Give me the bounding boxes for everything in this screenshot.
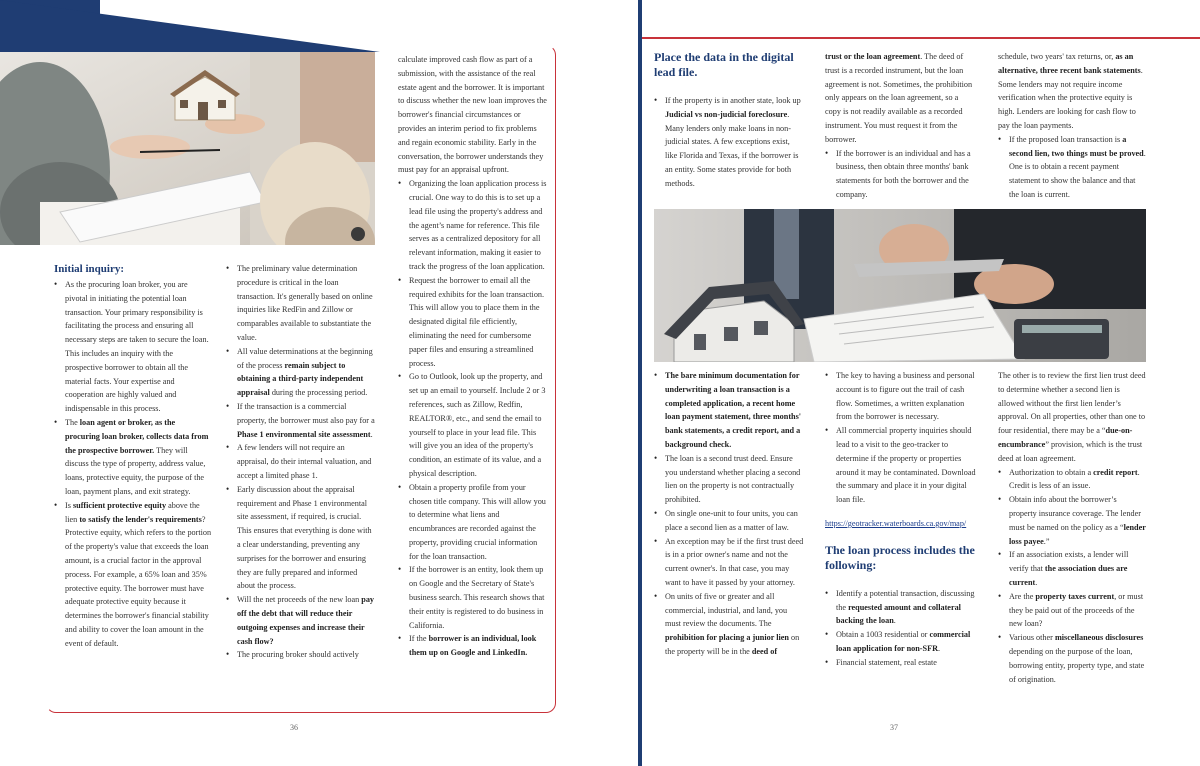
list-item <box>825 628 977 656</box>
bold-text: as an alternative, three recent bank statements <box>998 52 1141 75</box>
text: . <box>1035 577 1038 587</box>
text: Financial statement, real estate <box>836 657 937 667</box>
intro-paragraph <box>825 50 975 147</box>
bold-text: lender loss payee <box>1009 522 1146 546</box>
heading-loan-process: The loan process includes the following: <box>825 542 975 572</box>
list-item <box>654 590 804 659</box>
bold-text: sufficient protective equity <box>72 500 167 510</box>
list-item <box>654 369 804 452</box>
list-item <box>226 593 376 648</box>
list-item <box>226 400 376 441</box>
heading-digital-lead-file: Place the data in the digital lead file. <box>654 50 794 79</box>
bold-text: Phase 1 environmental site assessment <box>237 429 371 439</box>
list-item <box>398 632 548 660</box>
bold-text: pay off the debt that will reduce their outgoing expenses and increase their cash flow? <box>237 595 375 646</box>
text: The other is to review the first lien trust deed to determine whether a second lien is allowed without the first lien lender’s approval. On all properties, other than one to four residential, there may be a “ <box>998 371 1146 436</box>
bold-text: a second lien, two things must be proved <box>1009 134 1144 158</box>
list-item <box>54 416 212 499</box>
bold-text: requested amount and collateral backing the loan <box>836 602 961 626</box>
text: Will the net proceeds of the new loan <box>237 595 362 605</box>
text: ? Protective equity, which refers to the portion of the property's value that exceeds the loan amount, is a crucial factor in the approval process. For example, a 65% loan and 35% protective equity. The borrower must have adequate protective equity because it determines the borrower's financial stability and ability to cover the loan amount in the event of default. <box>65 514 212 648</box>
text: Organizing the loan application process is crucial. One way to do this is to set up a lead file using the property's address and the agent’s name for reference. This file serves as a centralized depository for all relevant information, making it easier to track the progress of the loan application. <box>409 179 547 271</box>
text: . Credit is less of an issue. <box>1009 467 1140 491</box>
text: above the lien <box>65 500 200 524</box>
bold-text: due-on-encumbrance <box>998 426 1133 449</box>
bold-text: loan agent or broker, as the procuring loan broker, collects data from the prospective borrower. <box>65 417 209 455</box>
column-value-determination <box>226 262 376 662</box>
list-item <box>654 452 804 507</box>
bullet-list <box>998 466 1146 687</box>
text: On single one-unit to four units, you can place a second lien as a matter of law. <box>665 508 798 532</box>
heading-initial-inquiry: Initial inquiry: <box>54 263 124 275</box>
list-item <box>398 370 548 480</box>
text: .” <box>1043 536 1050 546</box>
text: The <box>65 417 80 427</box>
text: If the <box>409 634 429 644</box>
column-trust-agreement <box>825 50 975 202</box>
bold-text: remain subject to obtaining a third-party independent appraisal <box>237 360 364 398</box>
list-item <box>226 483 376 593</box>
text: All commercial property inquiries should lead to a visit to the geo-tracker to determine if the property or properties around it may be contaminated. Download the summary and place it in your digital loan file. <box>836 426 976 505</box>
list-item <box>998 548 1146 589</box>
photo-house-documents <box>654 209 1146 362</box>
text: Request the borrower to email all the required exhibits for the loan transaction. This will allow you to place them in the designated digital file efficiently, eliminating the need for cumbersome paper files and ensuring a streamlined process. <box>409 275 545 368</box>
list-item <box>825 369 977 424</box>
right-page <box>642 0 1200 766</box>
text: The procuring broker should actively <box>237 650 359 660</box>
list-item <box>825 147 975 202</box>
list-item <box>226 262 376 345</box>
list-item <box>998 133 1146 202</box>
text: Identify a potential transaction, discussing the <box>836 588 975 612</box>
list-item <box>398 177 548 274</box>
bold-text: to satisfy the lender's requirements <box>79 514 202 524</box>
list-item <box>226 648 376 662</box>
text: The loan is a second trust deed. Ensure you understand whether placing a second lien on the property is not contractually prohibited. <box>665 453 801 505</box>
list-item <box>398 563 548 632</box>
text: Obtain a property profile from your chosen title company. This will allow you to determine what liens and encumbrances are recorded against the property, providing crucial information for the loan transaction. <box>409 482 546 561</box>
column-income-verification <box>998 50 1146 202</box>
text: ” provision, which is the trust deed at loan agreement. <box>998 439 1143 463</box>
bold-text: borrower is an individual, look them up on Google and LinkedIn. <box>409 634 537 658</box>
column-lien-review <box>998 369 1146 686</box>
list-item <box>998 631 1146 686</box>
geotracker-link[interactable]: https://geotracker.waterboards.ca.gov/map/ <box>825 518 967 528</box>
bold-text: the association dues are current <box>1009 564 1128 587</box>
bold-text: trust or the loan agreement <box>825 52 921 61</box>
text: . One is to obtain a recent payment statement to show the balance and that the loan is current. <box>1009 148 1146 199</box>
list-item <box>998 590 1146 631</box>
text: On units of five or greater and all commercial, industrial, and land, you must review the documents. The <box>665 591 788 629</box>
red-rule <box>642 37 1200 39</box>
bullet-list <box>654 94 804 191</box>
list-item <box>825 587 977 628</box>
bold-text: property taxes current <box>1035 591 1115 601</box>
list-item <box>398 274 548 371</box>
list-item <box>226 441 376 482</box>
text: If the proposed loan transaction is <box>1009 134 1123 144</box>
text: . Many lenders only make loans in non-judicial states. A few exceptions exist, like Florida and Texas, if the borrower is an entity. Some states provide for both methods. <box>665 109 799 188</box>
text: An exception may be if the first trust deed is in a prior owner's name and not the current owner's. In that case, you may want to have it passed by your attorney. <box>665 536 804 587</box>
text: Authorization to obtain a <box>1009 467 1094 477</box>
text: , or must they be paid out of the proceeds of the new loan? <box>1009 591 1144 629</box>
bullet-list <box>226 262 376 662</box>
column-underwriting <box>654 369 804 659</box>
text: If the transaction is a commercial property, the borrower must also pay for a <box>237 401 375 425</box>
text: The key to having a business and personal account is to figure out the trail of cash flow. Sometimes, a written explanation from the borrower is necessary. <box>836 371 975 422</box>
intro-paragraph: calculate improved cash flow as part of a submission, with the assistance of the real estate agent and the borrower. It is important to discuss whether the new loan improves the borrower's financial circumstances or provides an interim period to fix problems and regain economic stability. Early in the conversation, the borrower understands they must pay for an appraisal upfront. <box>398 55 547 175</box>
column-initial-inquiry <box>54 262 212 651</box>
page-number-left: 36 <box>290 723 298 732</box>
text: . <box>370 429 373 439</box>
bullet-list <box>825 369 977 507</box>
text: If the borrower is an individual and has a business, then obtain three months' bank statements for both the borrower and the company. <box>836 148 971 199</box>
bold-text: prohibition for placing a junior lien <box>665 633 789 643</box>
text: As the procuring loan broker, you are pivotal in initiating the potential loan transaction. Your primary responsibility is facilitating the process and ensuring all necessary steps are taken to secure the loan. This includes an inquiry with the prospective borrower to obtain all the material facts. Your expertise and cooperation are highly valued and indispensable in this process. <box>65 280 209 414</box>
bullet-list <box>654 369 804 659</box>
photo-house-documents-art <box>654 209 1146 362</box>
text: Various other <box>1009 633 1055 643</box>
text: The preliminary value determination procedure is critical in the loan transaction. It's generally based on online inquiries like RedFin and Zillow or comparables available to substantiate the value. <box>237 264 373 342</box>
bullet-list <box>998 133 1146 202</box>
text: . The deed of trust is a recorded instrument, but the loan agreement is not. Sometimes, the prohibition only appears on the loan agreement, so a copy is not readily available as a recorded instrument. You must request it from the borrower. <box>825 52 973 144</box>
text: A few lenders will not require an appraisal, do their internal valuation, and accept a limited phase 1. <box>237 443 372 480</box>
text: . <box>893 616 896 626</box>
column-digital-lead-file <box>654 50 804 191</box>
geotracker-paragraph <box>825 517 977 531</box>
text: Early discussion about the appraisal requirement and Phase 1 environmental site assessment, if required, is crucial. This ensures that everything is done with a clear understanding, preventing any surprises for the borrower and ensuring they are fully prepared and informed about the process. <box>237 484 372 591</box>
list-item <box>226 345 376 400</box>
list-item <box>825 656 977 670</box>
text: They will discuss the type of property, address value, loans, protective equity, the purpose of the loan, payment plans, and exit strategy. <box>65 445 206 496</box>
intro-paragraph <box>998 369 1146 466</box>
list-item <box>998 493 1146 548</box>
list-item <box>654 507 804 535</box>
bold-text: commercial loan application for non-SFR <box>836 630 971 653</box>
bullet-list <box>54 278 212 651</box>
list-item <box>825 424 977 507</box>
bold-text: The bare minimum documentation for underwriting a loan transaction is a completed application, a recent home loan payment statement, three months' bank statements, a credit report, and a background check. <box>665 371 802 449</box>
bold-text: deed of <box>751 646 778 656</box>
bold-text: miscellaneous disclosures <box>1054 633 1144 643</box>
text: Go to Outlook, look up the property, and set up an email to yourself. Include 2 or 3 references, such as Zillow, Redfin, REALTOR®, etc., and send the email to yourself to place in your lead file. This will give you an idea of the property's condition, an estimate of its value, and a physical description. <box>409 372 546 478</box>
text: If the borrower is an entity, look them up on Google and the Secretary of State's business search. This research shows that their entity is registered to do business in California. <box>409 565 545 630</box>
text: Are the <box>1009 591 1036 601</box>
list-item <box>54 278 212 416</box>
column-cash-flow <box>825 369 977 670</box>
intro-paragraph <box>998 50 1146 133</box>
text: Obtain info about the borrower’s property insurance coverage. The lender must be named on the policy as a “ <box>1009 495 1141 532</box>
bullet-list <box>398 177 548 660</box>
list-item <box>398 481 548 564</box>
text: Obtain a 1003 residential or <box>836 630 930 640</box>
text: All value determinations at the beginning of the process <box>237 346 373 370</box>
text: during the processing period. <box>269 388 368 398</box>
text: Is <box>65 500 73 510</box>
page-number-right: 37 <box>890 723 898 732</box>
text: If the property is in another state, look up <box>665 96 801 105</box>
text: schedule, two years' tax returns, or, <box>998 52 1116 61</box>
column-loan-organization <box>398 53 548 660</box>
bold-text: Judicial vs non-judicial foreclosure <box>665 109 788 119</box>
list-item <box>654 535 804 590</box>
list-item <box>998 466 1146 494</box>
bullet-list <box>825 587 977 670</box>
bold-text: credit report <box>1093 467 1138 477</box>
list-item <box>654 94 804 191</box>
text: on the property will be in the <box>665 633 800 656</box>
text: depending on the purpose of the loan, borrowing entity, property type, and state of origination. <box>1009 646 1145 684</box>
list-item <box>54 499 212 651</box>
bullet-list <box>825 147 975 202</box>
text: If an association exists, a lender will verify that <box>1009 550 1129 574</box>
text: . Some lenders may not require income verification when the protective equity is high. Lenders are looking for cash flow to pay the loan payments. <box>998 65 1143 130</box>
text: . <box>937 643 941 653</box>
